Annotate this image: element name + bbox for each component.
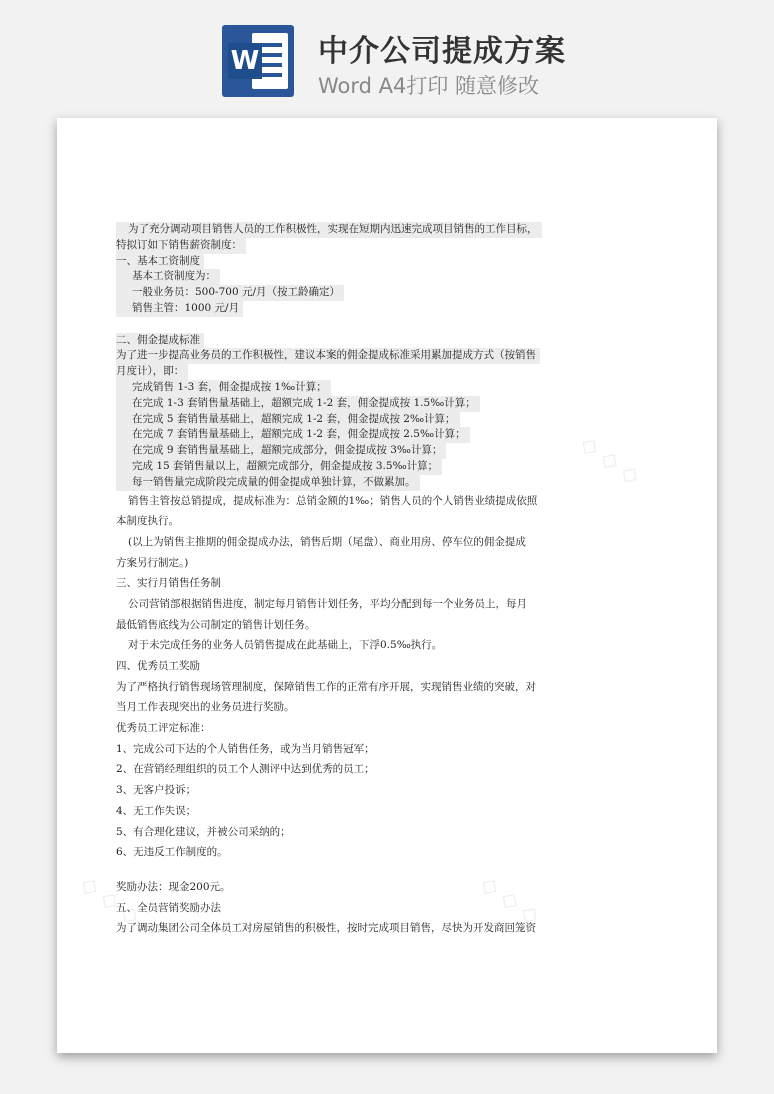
- paragraph: 最低销售底线为公司制定的销售计划任务。: [116, 618, 316, 631]
- paragraph: 为了进一步提高业务员的工作积极性，建议本案的佣金提成标准采用累加提成方式（按销售: [116, 348, 540, 364]
- paragraph: 销售主管：1000 元/月: [116, 301, 243, 317]
- paragraph: 奖励办法：现金200元。: [116, 880, 231, 893]
- watermark: ◇ ◇ ◇: [75, 871, 145, 930]
- blank-line: [116, 863, 606, 877]
- list-item: 2、在营销经理组织的员工个人测评中达到优秀的员工；: [116, 763, 375, 776]
- section-heading: 五、全员营销奖励办法: [116, 901, 221, 914]
- list-item: 3、无客户投诉；: [116, 784, 197, 797]
- section-heading: 三、实行月销售任务制: [116, 577, 221, 590]
- paragraph: 为了调动集团公司全体员工对房屋销售的积极性，按时完成项目销售，尽快为开发商回笼资: [116, 922, 536, 935]
- paragraph: 特拟订如下销售薪资制度：: [116, 238, 246, 254]
- list-item: 5、有合理化建议，并被公司采纳的；: [116, 825, 291, 838]
- section-heading: 一、基本工资制度: [116, 254, 204, 270]
- paragraph: 公司营销部根据销售进度，制定每月销售计划任务，平均分配到每一个业务员上，每月: [128, 597, 527, 610]
- paragraph: 为了充分调动项目销售人员的工作积极性，实现在短期内迅速完成项目销售的工作目标，: [116, 222, 542, 238]
- list-item: 在完成 9 套销售量基础上，超额完成部分，佣金提成按 3‰计算；: [116, 443, 446, 459]
- document-body: [116, 222, 606, 939]
- list-item: 完成销售 1-3 套，佣金提成按 1‰计算；: [116, 380, 331, 396]
- paragraph: 当月工作表现突出的业务员进行奖励。: [116, 701, 295, 714]
- list-item: 每一销售量完成阶段完成量的佣金提成单独计算，不做累加。: [116, 475, 420, 491]
- paragraph: 方案另行制定。): [116, 556, 189, 569]
- paragraph: 月度计），即：: [116, 364, 188, 380]
- section-heading: 四、优秀员工奖励: [116, 660, 200, 673]
- paragraph: 本制度执行。: [116, 515, 179, 528]
- page-title: 中介公司提成方案: [318, 34, 566, 69]
- list-item: 在完成 5 套销售量基础上，超额完成 1-2 套，佣金提成按 2‰计算；: [116, 412, 460, 428]
- header: [0, 0, 774, 110]
- watermark: ◇ ◇ ◇: [475, 871, 545, 930]
- paragraph: 优秀员工评定标准：: [116, 722, 211, 735]
- paragraph: 销售主管按总销提成，提成标准为：总销金额的1‰；销售人员的个人销售业绩提成依照: [128, 494, 538, 507]
- paragraph: 一般业务员：500-700 元/月（按工龄确定）: [116, 285, 344, 301]
- word-icon: [222, 25, 294, 97]
- watermark: ◇ ◇ ◇: [575, 431, 645, 490]
- list-item: 1、完成公司下达的个人销售任务，或为当月销售冠军；: [116, 742, 375, 755]
- page-subtitle: Word A4打印 随意修改: [318, 74, 540, 98]
- list-item: 完成 15 套销售量以上，超额完成部分，佣金提成按 3.5‰计算；: [116, 459, 442, 475]
- section-heading: 二、佣金提成标准: [116, 333, 204, 349]
- paragraph: 基本工资制度为：: [116, 269, 220, 285]
- word-icon-letter: W: [228, 43, 262, 79]
- paragraph: (以上为销售主推期的佣金提成办法，销售后期（尾盘）、商业用房、停车位的佣金提成: [128, 535, 526, 548]
- list-item: 4、无工作失误；: [116, 804, 197, 817]
- paragraph: 对于未完成任务的业务人员销售提成在此基础上，下浮0.5‰执行。: [128, 639, 443, 652]
- paragraph: 为了严格执行销售现场管理制度，保障销售工作的正常有序开展，实现销售业绩的突破，对: [116, 680, 536, 693]
- list-item: 在完成 1-3 套销售量基础上，超额完成 1-2 套，佣金提成按 1.5‰计算；: [116, 396, 480, 412]
- list-item: 在完成 7 套销售量基础上，超额完成 1-2 套，佣金提成按 2.5‰计算；: [116, 427, 470, 443]
- list-item: 6、无违反工作制度的。: [116, 846, 228, 859]
